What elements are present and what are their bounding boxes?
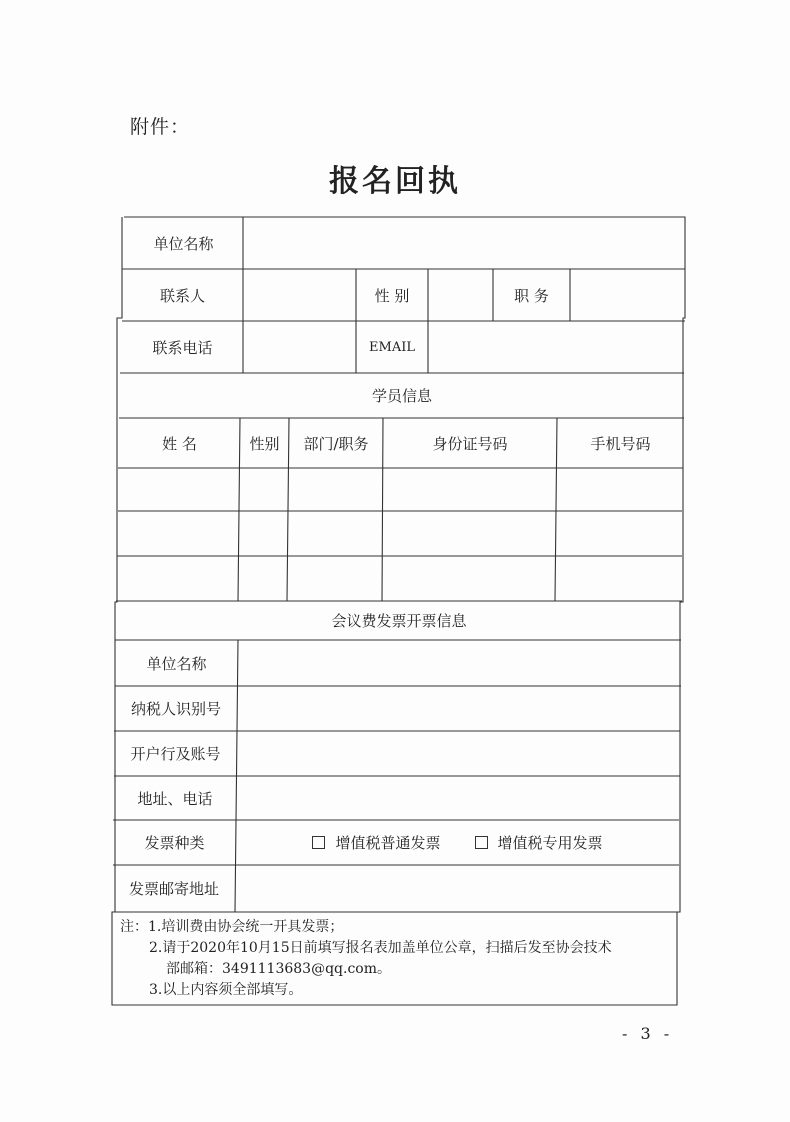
mailing-address-label: 发票邮寄地址 [128, 880, 219, 898]
gender-field[interactable] [428, 269, 493, 321]
option-general-label: 增值税普通发票 [335, 834, 441, 852]
taxpayer-id-label: 纳税人识别号 [130, 700, 221, 718]
phone-label: 联系电话 [152, 338, 213, 357]
student-col-gender: 性别 [249, 434, 280, 453]
mailing-address-field[interactable] [235, 865, 679, 912]
invoice-section-title: 会议费发票开票信息 [331, 612, 467, 630]
unit-name-field[interactable] [243, 217, 685, 269]
address-phone-field[interactable] [236, 776, 680, 820]
position-label: 职 务 [514, 286, 549, 305]
student-row[interactable] [117, 556, 682, 601]
invoice-type-label: 发票种类 [144, 834, 205, 852]
checkbox-special[interactable] [475, 836, 488, 849]
student-col-id-number: 身份证号码 [432, 434, 508, 453]
option-general-invoice[interactable] [312, 832, 440, 853]
address-phone-label: 地址、电话 [137, 789, 213, 808]
note-line-3: 3.以上内容须全部填写。 [149, 982, 303, 998]
invoice-unit-name-field[interactable] [238, 640, 681, 686]
invoice-type-options [236, 820, 679, 865]
bank-account-field[interactable] [237, 731, 680, 776]
student-col-department: 部门/职务 [303, 434, 369, 453]
invoice-unit-name-label: 单位名称 [146, 654, 207, 673]
option-special-label: 增值税专用发票 [497, 834, 603, 852]
position-field[interactable] [570, 269, 685, 321]
unit-name-label: 单位名称 [153, 234, 214, 253]
email-label: EMAIL [369, 339, 415, 355]
note-line-2b: 部邮箱：3491113683@qq.com。 [166, 961, 391, 977]
gender-label: 性 别 [374, 286, 410, 305]
note-line-1: 注：1.培训费由协会统一开具发票； [120, 919, 344, 935]
bank-account-label: 开户行及账号 [130, 745, 221, 763]
taxpayer-id-field[interactable] [237, 686, 681, 731]
contact-label: 联系人 [159, 286, 205, 305]
phone-field[interactable] [243, 321, 356, 373]
form-title: 报名回执 [329, 164, 461, 199]
contact-field[interactable] [243, 269, 356, 321]
note-line-2: 2.请于2020年10月15日前填写报名表加盖单位公章，扫描后发至协会技术 [149, 940, 612, 956]
page-number: - 3 - [622, 1024, 674, 1043]
attachment-label: 附件： [130, 116, 191, 138]
student-row[interactable] [118, 511, 682, 556]
checkbox-general[interactable] [312, 836, 325, 849]
option-special-invoice[interactable] [475, 832, 603, 853]
student-col-name: 姓 名 [162, 434, 197, 453]
students-section-title: 学员信息 [371, 387, 432, 405]
student-row[interactable] [118, 468, 683, 511]
student-col-mobile: 手机号码 [590, 434, 651, 453]
email-field[interactable] [428, 321, 684, 373]
notes-block [120, 917, 612, 1001]
